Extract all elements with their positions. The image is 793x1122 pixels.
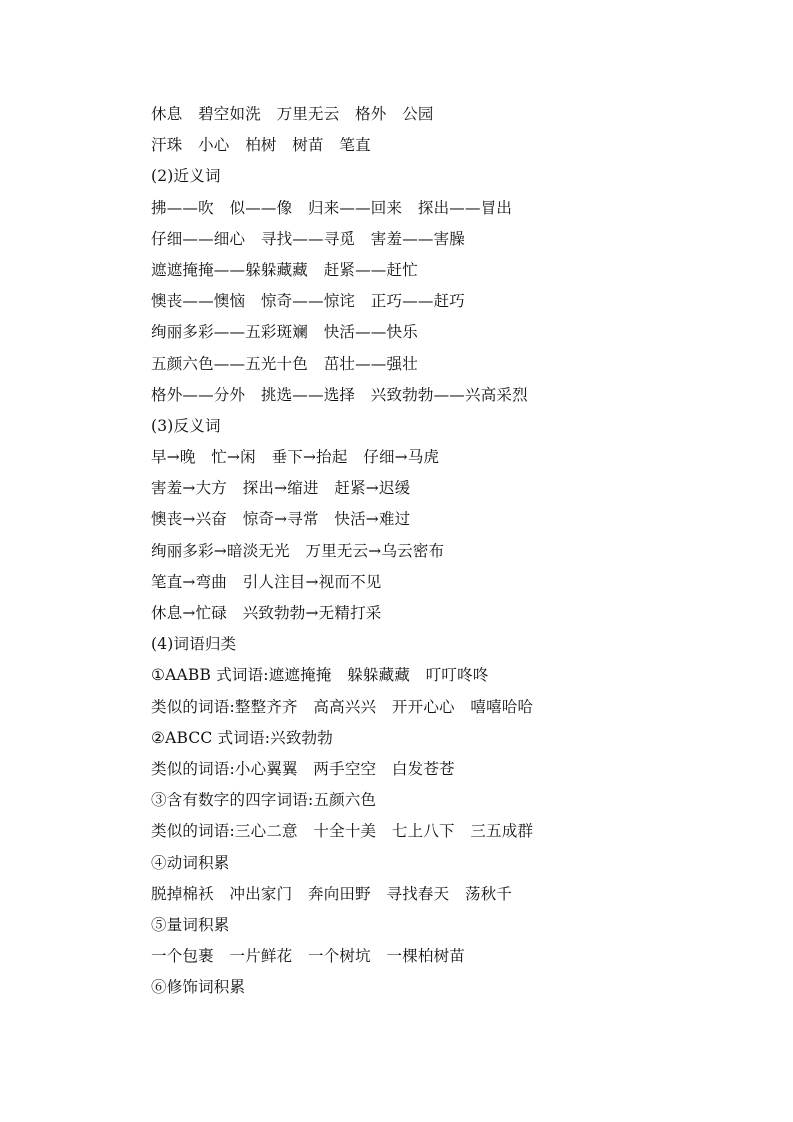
subheading-modifiers: ⑥修饰词积累 <box>151 978 246 997</box>
text-line: 休息→忙碌 兴致勃勃→无精打采 <box>151 604 382 622</box>
text-line: 拂——吹 似——像 归来——回来 探出——冒出 <box>151 198 513 217</box>
text-line: 遮遮掩掩——躲躲藏藏 赶紧——赶忙 <box>151 260 418 279</box>
text-line: 汗珠 小心 柏树 树苗 笔直 <box>151 136 371 155</box>
subheading-verbs: ④动词积累 <box>151 853 230 872</box>
subheading-measure-words: ⑤量词积累 <box>151 915 230 934</box>
text-line: 脱掉棉袄 冲出家门 奔向田野 寻找春天 荡秋千 <box>151 884 513 903</box>
text-line: 绚丽多彩→暗淡无光 万里无云→乌云密布 <box>151 541 445 560</box>
text-line: 类似的词语:三心二意 十全十美 七上八下 三五成群 <box>151 822 534 841</box>
text-line: 绚丽多彩——五彩斑斓 快活——快乐 <box>151 323 418 342</box>
text-line: 五颜六色——五光十色 茁壮——强壮 <box>151 354 418 373</box>
text-line: 类似的词语:整整齐齐 高高兴兴 开开心心 嘻嘻哈哈 <box>151 697 534 716</box>
text-line: ①AABB 式词语:遮遮掩掩 躲躲藏藏 叮叮咚咚 <box>151 666 489 685</box>
text-line: ②ABCC 式词语:兴致勃勃 <box>151 728 333 747</box>
text-line: 懊丧——懊恼 惊奇——惊诧 正巧——赶巧 <box>151 292 466 311</box>
text-line: 早→晚 忙→闲 垂下→抬起 仔细→马虎 <box>151 448 440 467</box>
text-line: 笔直→弯曲 引人注目→视而不见 <box>151 572 382 591</box>
text-line: 懊丧→兴奋 惊奇→寻常 快活→难过 <box>151 510 411 529</box>
document-body <box>151 99 751 1003</box>
section-heading-antonyms: (3)反义词 <box>151 416 221 435</box>
text-line: ③含有数字的四字词语:五颜六色 <box>151 791 377 810</box>
section-heading-synonyms: (2)近义词 <box>151 167 221 186</box>
text-line: 类似的词语:小心翼翼 两手空空 白发苍苍 <box>151 759 455 778</box>
text-line: 一个包裹 一片鲜花 一个树坑 一棵柏树苗 <box>151 947 466 966</box>
text-line: 休息 碧空如洗 万里无云 格外 公园 <box>151 105 434 123</box>
text-line: 仔细——细心 寻找——寻觅 害羞——害臊 <box>151 229 466 248</box>
text-line: 格外——分外 挑选——选择 兴致勃勃——兴高采烈 <box>151 385 528 404</box>
section-heading-word-classification: (4)词语归类 <box>151 635 237 654</box>
text-line: 害羞→大方 探出→缩进 赶紧→迟缓 <box>151 479 411 498</box>
